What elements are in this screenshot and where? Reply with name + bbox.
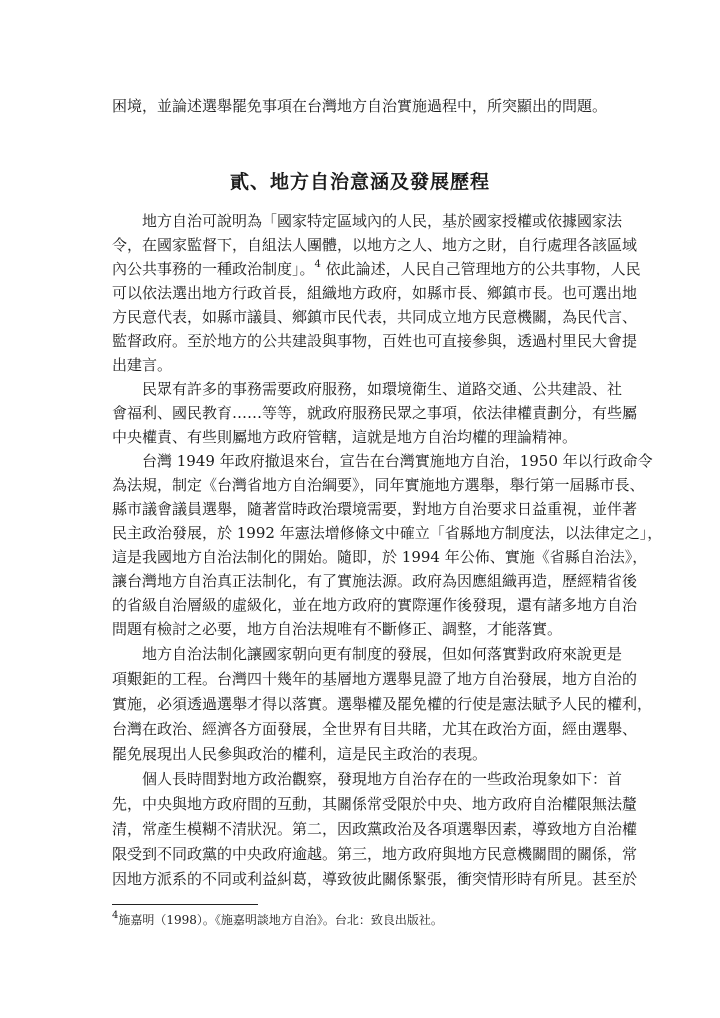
para2-line3: 中央權責、有些則屬地方政府管轄，這就是地方自治均權的理論精神。	[112, 428, 578, 446]
para1-line6: 監督政府。至於地方的公共建設與事物，百姓也可直接參與，透過村里民大會提	[112, 332, 638, 350]
para5-line5: 因地方派系的不同或利益糾葛，導致彼此關係緊張，衝突情形時有所見。甚至於	[112, 870, 638, 888]
para3-line2: 為法規，制定《台灣省地方自治綱要》，同年實施地方選舉，舉行第一屆縣市長、	[112, 476, 645, 494]
para5-line3: 清，常產生模糊不清狀況。第二，因政黨政治及各項選舉因素，導致地方自治權	[112, 820, 638, 838]
para1-line7: 出建言。	[112, 356, 173, 374]
para3-line5: 這是我國地方自治法制化的開始。隨即，於 1994 年公佈、實施《省縣自治法》，	[112, 548, 648, 566]
para2-line2: 會福利、國民教育……等等，就政府服務民眾之事項，依法律權責劃分，有些屬	[112, 404, 638, 422]
footnote	[112, 912, 443, 928]
para3-line4: 民主政治發展，於 1992 年憲法增修條文中確立「省縣地方制度法，以法律定之」，	[112, 524, 663, 542]
para1-line2: 令，在國家監督下，自組法人團體，以地方之人、地方之財，自行處理各該區域	[112, 236, 638, 254]
para3-line3: 縣市議會議員選舉，隨著當時政治環境需要，對地方自治要求日益重視，並伴著	[112, 500, 638, 518]
para5-line1: 個人長時間對地方政治觀察，發現地方自治存在的一些政治現象如下：首	[112, 770, 623, 788]
para4-line4: 台灣在政治、經濟各方面發展，全世界有目共睹，尤其在政治方面，經由選舉、	[112, 720, 638, 738]
para5-line4: 限受到不同政黨的中央政府逾越。第三，地方政府與地方民意機關間的關係，常	[112, 845, 638, 863]
para3-line1: 台灣 1949 年政府撤退來台，宣告在台灣實施地方自治，1950 年以行政命令	[112, 452, 653, 470]
footnote-number: 4	[112, 910, 119, 921]
para4-line2: 項艱鉅的工程。台灣四十幾年的基層地方選舉見證了地方自治發展，地方自治的	[112, 670, 638, 688]
footnote-ref: 4	[314, 259, 321, 270]
para1-line3	[112, 259, 641, 279]
para4-line1: 地方自治法制化讓國家朝向更有制度的發展，但如何落實對政府來說更是	[112, 645, 623, 663]
para3-line7: 的省級自治層級的虛級化，並在地方政府的實際運作後發現，還有諸多地方自治	[112, 596, 638, 614]
para1-line3-text-a: 內公共事務的一種政治制度」。	[112, 260, 315, 278]
footnote-divider	[112, 904, 258, 905]
para4-line5: 罷免展現出人民參與政治的權利，這是民主政治的表現。	[112, 745, 488, 763]
section-heading: 貳、地方自治意涵及發展歷程	[229, 171, 490, 193]
para1-line1: 地方自治可說明為「國家特定區域內的人民，基於國家授權或依據國家法	[112, 212, 623, 230]
para4-line3: 實施，必須透過選舉才得以落實。選舉權及罷免權的行使是憲法賦予人民的權利，	[112, 695, 653, 713]
para1-line3-text-b: 依此論述，人民自己管理地方的公共事物，人民	[320, 260, 641, 278]
para1-line4: 可以依法選出地方行政首長，組織地方政府，如縣市長、鄉鎮市長。也可選出地	[112, 284, 638, 302]
footnote-text: 施嘉明（1998）。《施嘉明談地方自治》。台北：致良出版社。	[118, 913, 443, 927]
para5-line2: 先，中央與地方政府間的互動，其關係常受限於中央、地方政府自治權限無法釐	[112, 795, 638, 813]
para1-line5: 方民意代表，如縣市議員、鄉鎮市民代表，共同成立地方民意機關，為民代言、	[112, 308, 638, 326]
para3-line6: 讓台灣地方自治真正法制化，有了實施法源。政府為因應組織再造，歷經精省後	[112, 572, 638, 590]
para2-line1: 民眾有許多的事務需要政府服務，如環境衛生、道路交通、公共建設、社	[112, 380, 623, 398]
intro-tail-line: 困境，並論述選舉罷免事項在台灣地方自治實施過程中，所突顯出的問題。	[112, 97, 608, 115]
para3-line8: 問題有檢討之必要，地方自治法規唯有不斷修正、調整，才能落實。	[112, 620, 563, 638]
